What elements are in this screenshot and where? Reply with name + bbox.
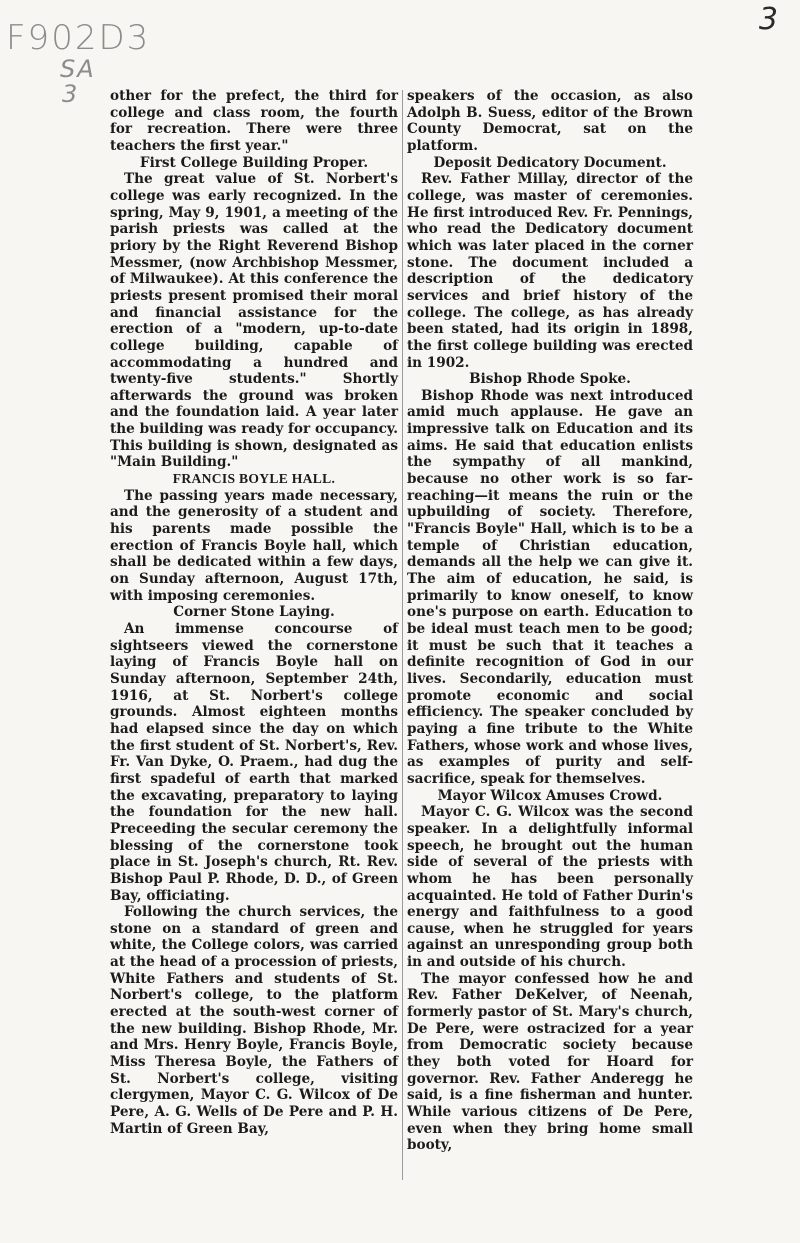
paragraph: Rev. Father Millay, director of the college, was master of ceremonies. He first introduced Rev. Fr. Pennings, who read the Dedicatory document which was later placed in the corner stone. The document included a description of the dedicatory services and brief history of the college. The college, as has already been stated, had its origin in 1898, the first college building was erected in 1902. <box>407 171 693 371</box>
page-number: 3 <box>758 2 778 37</box>
sa-note: SA <box>60 55 96 83</box>
section-heading: Bishop Rhode Spoke. <box>469 371 631 388</box>
section-heading: Deposit Dedicatory Document. <box>433 154 667 171</box>
paragraph: other for the prefect, the third for college and class room, the fourth for recreation. There were three teachers the first year." <box>110 88 398 154</box>
column-divider <box>402 90 403 1180</box>
paragraph: speakers of the occasion, as also Adolph B. Suess, editor of the Brown County Democrat, sat on the platform. <box>407 88 693 154</box>
paragraph: The mayor confessed how he and Rev. Father DeKelver, of Neenah, formerly pastor of St. Mary's church, De Pere, were ostracized for a year from Democratic society because they both voted for Hoard for governor. Rev. Father Anderegg he said, is a fine fisherman and hunter. While various citizens of De Pere, even when they bring home small booty, <box>407 970 693 1154</box>
paragraph: Following the church services, the stone on a standard of green and white, the College colors, was carried at the head of a procession of priests, White Fathers and students of St. Norbert's college, to the platform erected at the south-west corner of the new building. Bishop Rhode, Mr. and Mrs. Henry Boyle, Francis Boyle, Miss Theresa Boyle, the Fathers of St. Norbert's college, visiting clergymen, Mayor C. G. Wilcox of De Pere, A. G. Wells of De Pere and P. H. Martin of Green Bay, <box>110 904 398 1137</box>
paragraph: Bishop Rhode was next introduced amid much applause. He gave an impressive talk on Education and its aims. He said that education enlists the sympathy of all mankind, because no other work is so far-reaching—it means the ruin or the upbuilding of society. Therefore, "Francis Boyle" Hall, which is to be a temple of Christian education, demands all the help we can give it. The aim of education, he said, is primarily to know oneself, to know one's purpose on earth. Education to be ideal must teach men to be good; it must be such that it teaches a definite recognition of God in our lives. Secondarily, education must promote economic and social efficiency. The speaker concluded by paying a fine tribute to the White Fathers, whose work and whose lives, as examples of purity and self-sacrifice, speak for themselves. <box>407 387 693 787</box>
paragraph: An immense concourse of sightseers viewed the cornerstone laying of Francis Boyle hall on Sunday afternoon, September 24th, 1916, at St. Norbert's college grounds. Almost eighteen months had elapsed since the day on which the first student of St. Norbert's, Rev. Fr. Van Dyke, O. Praem., had dug the first spadeful of earth that marked the excavating, preparatory to laying the foundation for the new hall. Preceeding the secular ceremony the blessing of the cornerstone took place in St. Joseph's church, Rt. Rev. Bishop Paul P. Rhode, D. D., of Green Bay, officiating. <box>110 621 398 904</box>
number-note: 3 <box>62 80 80 108</box>
section-heading: First College Building Proper. <box>139 154 369 171</box>
archive-id-note: F902D3 <box>6 18 151 58</box>
paragraph: The great value of St. Norbert's college was early recognized. In the spring, May 9, 1901, a meeting of the parish priests was called at the priory by the Right Reverend Bishop Messmer, (now Archbishop Messmer, of Milwaukee). At this conference the priests present promised their moral and financial assistance for the erection of a "modern, up-to-date college building, capable of accommodating a hundred and twenty-five students." Shortly afterwards the ground was broken and the foundation laid. A year later the building was ready for occupancy. This building is shown, designated as "Main Building." <box>110 171 398 471</box>
paragraph: Mayor C. G. Wilcox was the second speaker. In a delightfully informal speech, he brought out the human side of several of the priests with whom he has been personally acquainted. He told of Father Durin's energy and faithfulness to a good cause, when he struggled for years against an unresponding group both in and outside of his church. <box>407 804 693 971</box>
left-column <box>110 88 398 1137</box>
paragraph: The passing years made necessary, and the generosity of a student and his parents made possible the erection of Francis Boyle hall, which shall be dedicated within a few days, on Sunday afternoon, August 17th, with imposing ceremonies. <box>110 487 398 604</box>
section-heading: Corner Stone Laying. <box>173 604 335 621</box>
section-heading: FRANCIS BOYLE HALL. <box>172 471 336 487</box>
right-column <box>407 88 693 1154</box>
section-heading: Mayor Wilcox Amuses Crowd. <box>437 787 663 804</box>
